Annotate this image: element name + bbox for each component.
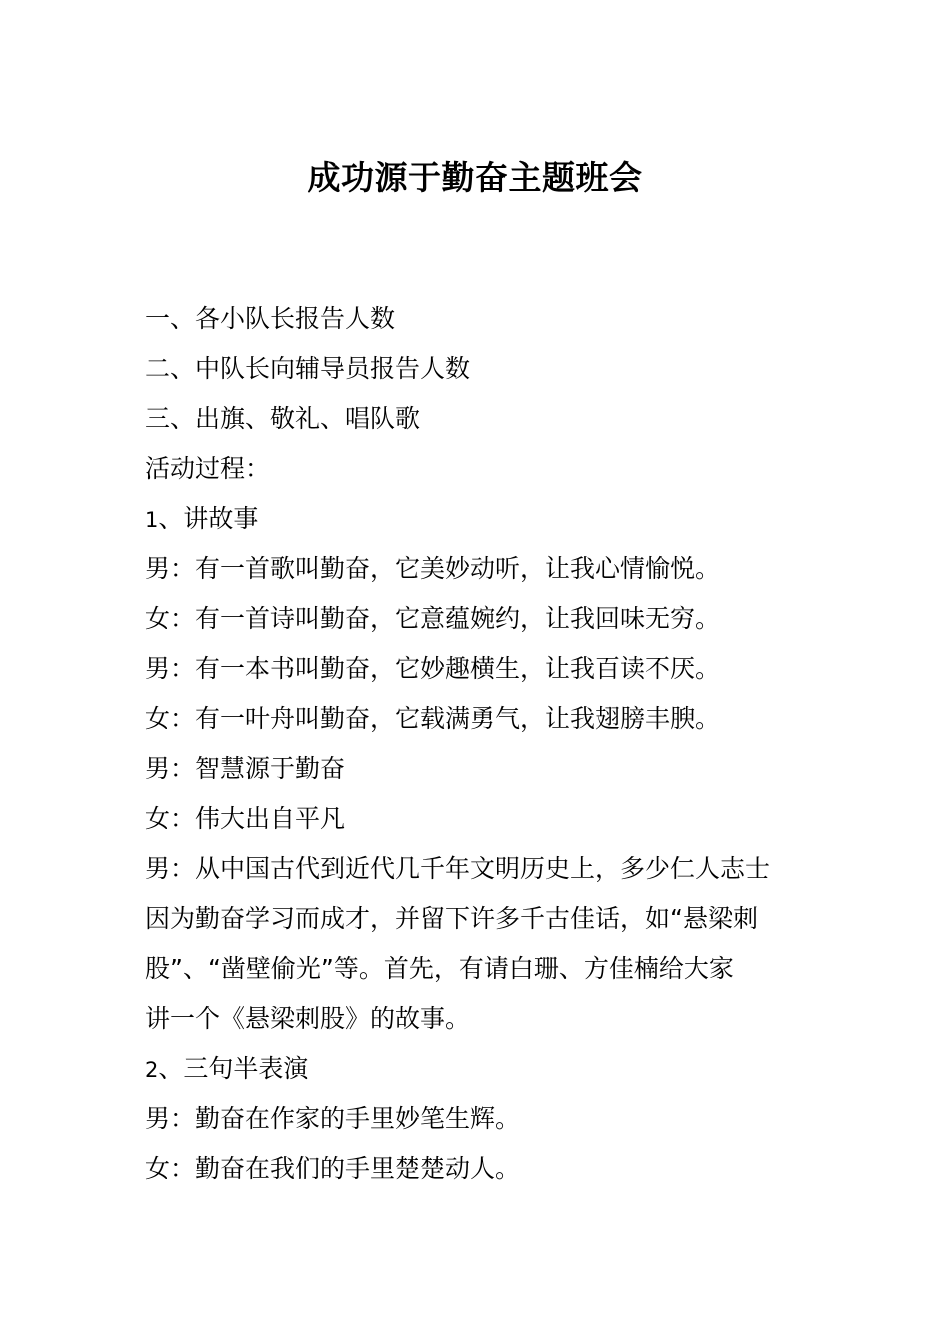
agenda-item-2: 二、中队长向辅导员报告人数: [145, 354, 471, 383]
dialogue-line: 女：有一首诗叫勤奋，它意蕴婉约，让我回味无穷。: [145, 604, 721, 633]
dialogue-line: 女：有一叶舟叫勤奋，它载满勇气，让我翅膀丰腴。: [145, 704, 721, 733]
paragraph-line: 因为勤奋学习而成才，并留下许多千古佳话，如“悬梁刺: [145, 904, 758, 933]
agenda-item-1: 一、各小队长报告人数: [145, 304, 396, 333]
activity-heading: 活动过程：: [145, 454, 271, 483]
paragraph-line: 男：从中国古代到近代几千年文明历史上，多少仁人志士: [145, 854, 771, 883]
section-heading-2: [145, 1044, 815, 1094]
dialogue-line: 男：勤奋在作家的手里妙笔生辉。: [145, 1104, 521, 1133]
dialogue-line: 女：伟大出自平凡: [145, 804, 346, 833]
section-number-1: 1: [145, 508, 159, 532]
section-number-2: 2: [145, 1058, 159, 1082]
section-heading-1: [145, 494, 815, 544]
agenda-item-3: 三、出旗、敬礼、唱队歌: [145, 404, 421, 433]
dialogue-line: 男：智慧源于勤奋: [145, 754, 346, 783]
document-body: [145, 294, 815, 1194]
paragraph-line: 股”、“凿壁偷光”等。首先，有请白珊、方佳楠给大家: [145, 954, 734, 983]
dialogue-line: 男：有一本书叫勤奋，它妙趣横生，让我百读不厌。: [145, 654, 721, 683]
section-title-1: 、讲故事: [158, 504, 259, 533]
dialogue-line: 女：勤奋在我们的手里楚楚动人。: [145, 1154, 521, 1183]
paragraph-line: 讲一个《悬梁刺股》的故事。: [145, 1004, 471, 1033]
document-title: 成功源于勤奋主题班会: [307, 158, 643, 197]
section-title-2: 、三句半表演: [158, 1054, 309, 1083]
dialogue-line: 男：有一首歌叫勤奋，它美妙动听，让我心情愉悦。: [145, 554, 721, 583]
